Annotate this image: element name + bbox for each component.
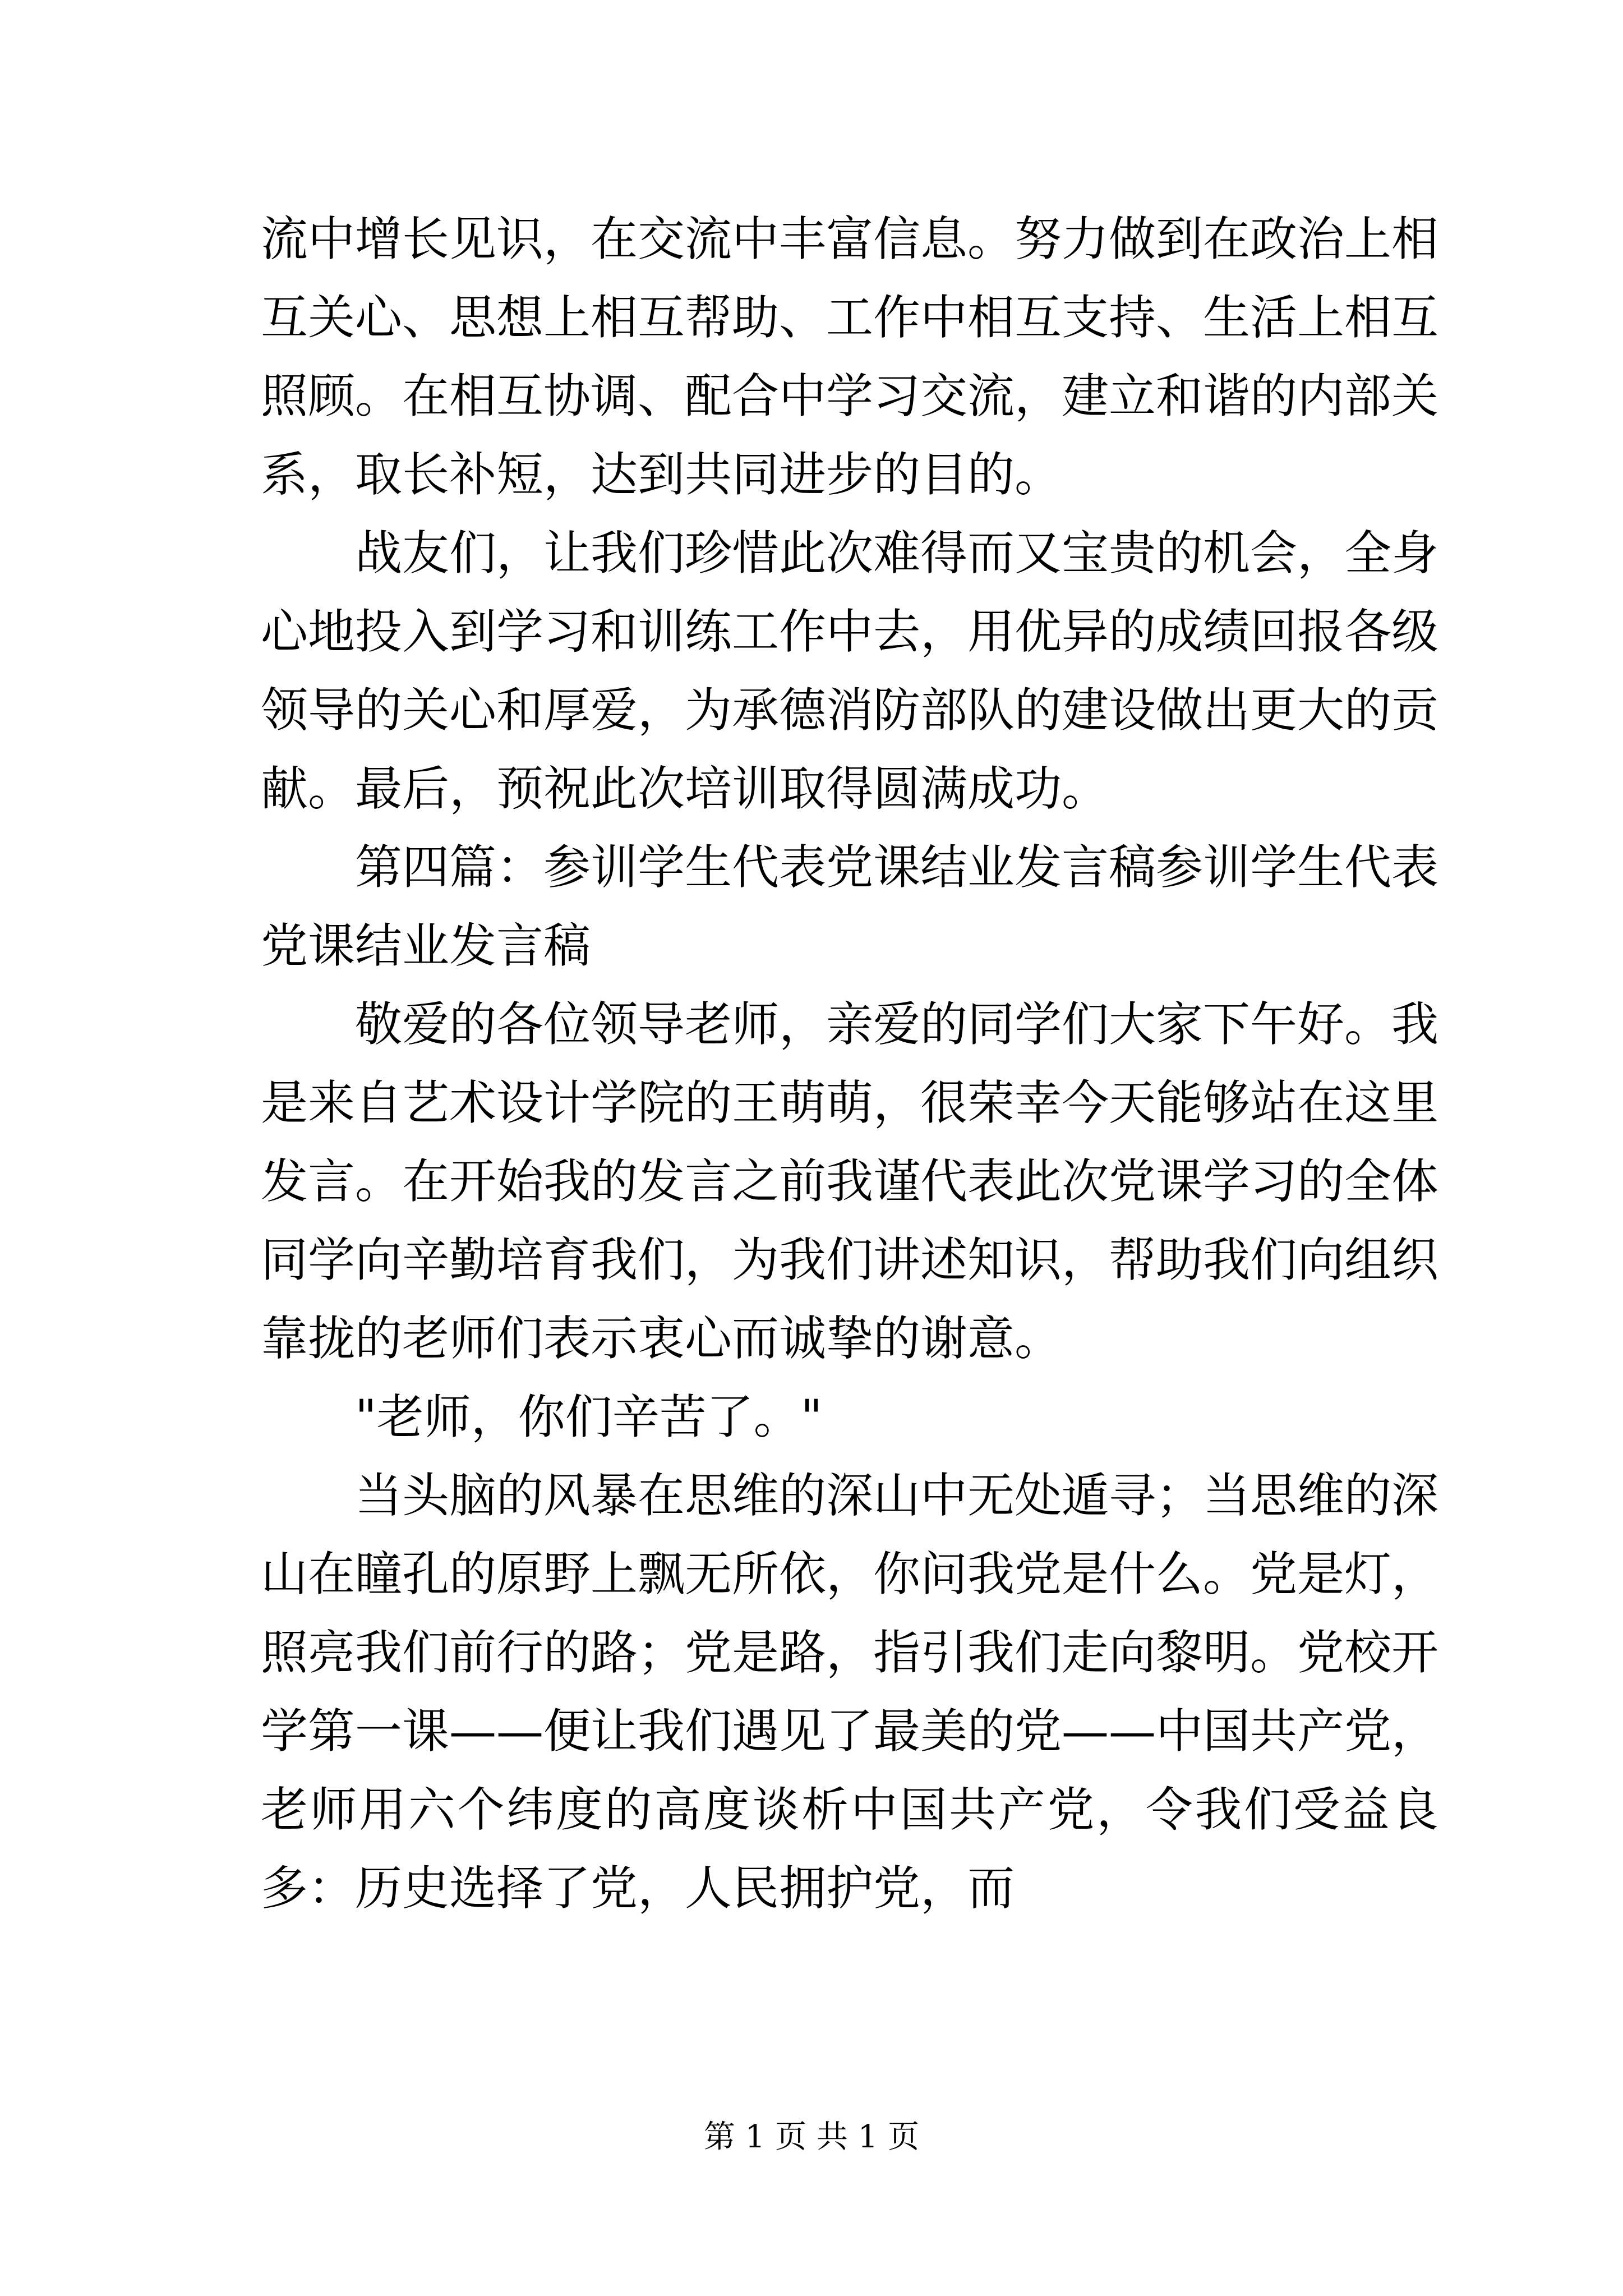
paragraph-2: 战友们，让我们珍惜此次难得而又宝贵的机会，全身心地投入到学习和训练工作中去，用优异的成绩回报各级领导的关心和厚爱，为承德消防部队的建设做出更大的贡献。最后，预祝此次培训取得圆满成功。 (261, 526, 1439, 816)
section-heading: 第四篇：参训学生代表党课结业发言稿参训学生代表党课结业发言稿 (261, 840, 1439, 973)
page-footer: 第 1 页 共 1 页 (703, 2119, 920, 2155)
document-body (261, 200, 1438, 1927)
paragraph-1: 流中增长见识，在交流中丰富信息。努力做到在政治上相互关心、思想上相互帮助、工作中相互支持、生活上相互照顾。在相互协调、配合中学习交流，建立和谐的内部关系，取长补短，达到共同进步的目的。 (261, 211, 1439, 502)
quote-line: "老师，你们辛苦了。" (355, 1389, 823, 1444)
paragraph-3: 敬爱的各位领导老师，亲爱的同学们大家下午好。我是来自艺术设计学院的王萌萌，很荣幸今天能够站在这里发言。在开始我的发言之前我谨代表此次党课学习的全体同学向辛勤培育我们，为我们讲述知识，帮助我们向组织靠拢的老师们表示衷心而诚挚的谢意。 (261, 997, 1439, 1366)
paragraph-4: 当头脑的风暴在思维的深山中无处遁寻；当思维的深山在瞳孔的原野上飘无所依，你问我党是什么。党是灯，照亮我们前行的路；党是路，指引我们走向黎明。党校开学第一课——便让我们遇见了最美的党——中国共产党，老师用六个纬度的高度谈析中国共产党，令我们受益良多：历史选择了党，人民拥护党，而 (261, 1468, 1439, 1916)
